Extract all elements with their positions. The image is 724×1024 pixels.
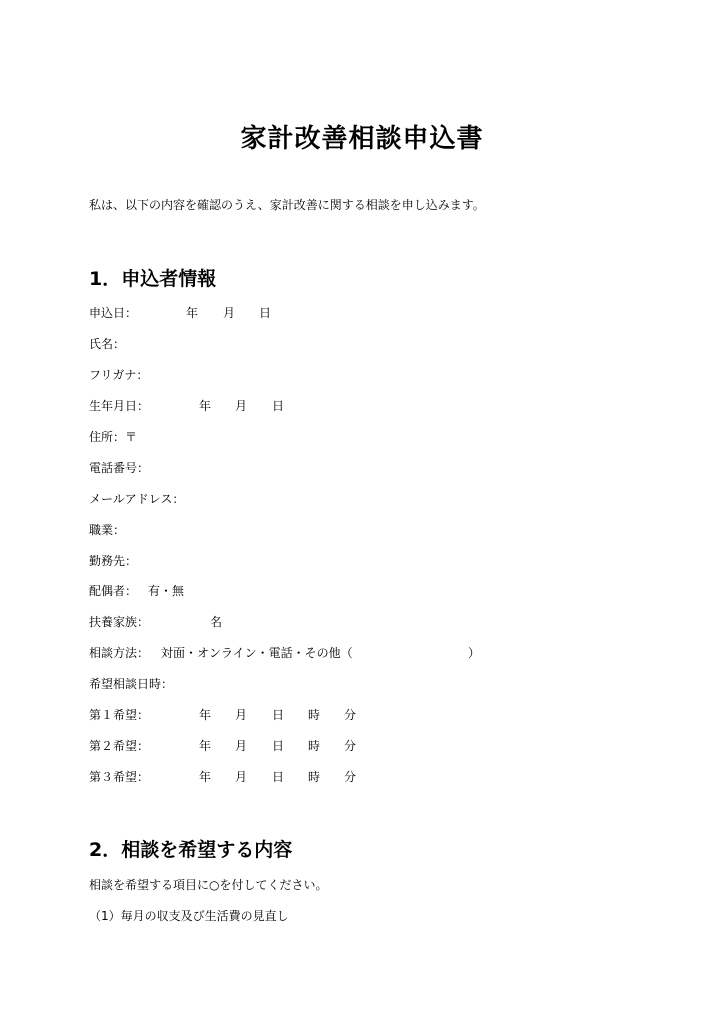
minute-label: 分	[344, 708, 357, 722]
month-label: 月	[235, 708, 248, 722]
field-birth-date	[89, 397, 689, 413]
field-occupation	[89, 521, 689, 537]
field-email	[89, 490, 689, 506]
field-label: 相談方法：	[89, 646, 150, 660]
year-label: 年	[199, 399, 212, 413]
consultation-instruction: 相談を希望する項目に○を付してください。	[89, 878, 328, 892]
field-dependents	[89, 613, 689, 629]
field-name	[89, 335, 689, 351]
month-label: 月	[235, 739, 248, 753]
field-label: 希望相談日時：	[89, 677, 174, 691]
field-label: 生年月日：	[89, 399, 150, 413]
hour-label: 時	[308, 770, 321, 784]
field-label: 勤務先：	[89, 554, 138, 568]
spouse-options: 有・無	[148, 584, 185, 598]
year-label: 年	[199, 770, 212, 784]
field-consultation-method	[89, 644, 689, 660]
field-label: メールアドレス：	[89, 492, 185, 506]
minute-label: 分	[344, 739, 357, 753]
document-title: 家計改善相談申込書	[240, 124, 484, 154]
day-label: 日	[272, 739, 285, 753]
field-application-date	[89, 304, 689, 320]
list-item: （1）毎月の収支及び生活費の見直し	[89, 909, 289, 923]
field-label: 配偶者：	[89, 584, 138, 598]
day-label: 日	[272, 770, 285, 784]
field-preference-2	[89, 737, 689, 753]
field-furigana	[89, 366, 689, 382]
minute-label: 分	[344, 770, 357, 784]
section-heading-applicant-info: 1．申込者情報	[89, 268, 217, 290]
year-label: 年	[186, 306, 199, 320]
intro-statement: 私は、以下の内容を確認のうえ、家計改善に関する相談を申し込みます。	[89, 198, 485, 212]
field-phone	[89, 459, 689, 475]
field-label: 職業：	[89, 523, 126, 537]
day-label: 日	[272, 708, 285, 722]
field-label: 第１希望：	[89, 708, 150, 722]
section-heading-consultation-content: 2．相談を希望する内容	[89, 839, 293, 861]
month-label: 月	[235, 399, 248, 413]
field-label: 扶養家族：	[89, 615, 150, 629]
day-label: 日	[259, 306, 272, 320]
field-preference-1	[89, 706, 689, 722]
hour-label: 時	[308, 739, 321, 753]
field-preferred-datetime	[89, 675, 689, 691]
hour-label: 時	[308, 708, 321, 722]
field-label: 電話番号：	[89, 461, 150, 475]
field-label: 第２希望：	[89, 739, 150, 753]
day-label: 日	[272, 399, 285, 413]
field-label: フリガナ：	[89, 368, 149, 382]
field-label: 氏名：	[89, 337, 126, 351]
dependents-unit: 名	[210, 615, 223, 629]
field-address	[89, 428, 689, 444]
field-label: 住所：〒	[89, 430, 138, 444]
year-label: 年	[199, 708, 212, 722]
field-preference-3	[89, 768, 689, 784]
year-label: 年	[199, 739, 212, 753]
method-options: 対面・オンライン・電話・その他（	[161, 646, 353, 660]
month-label: 月	[223, 306, 236, 320]
month-label: 月	[235, 770, 248, 784]
field-label: 申込日：	[89, 306, 138, 320]
field-spouse	[89, 582, 689, 598]
field-workplace	[89, 552, 689, 568]
field-label: 第３希望：	[89, 770, 150, 784]
method-close-paren: ）	[468, 646, 481, 660]
